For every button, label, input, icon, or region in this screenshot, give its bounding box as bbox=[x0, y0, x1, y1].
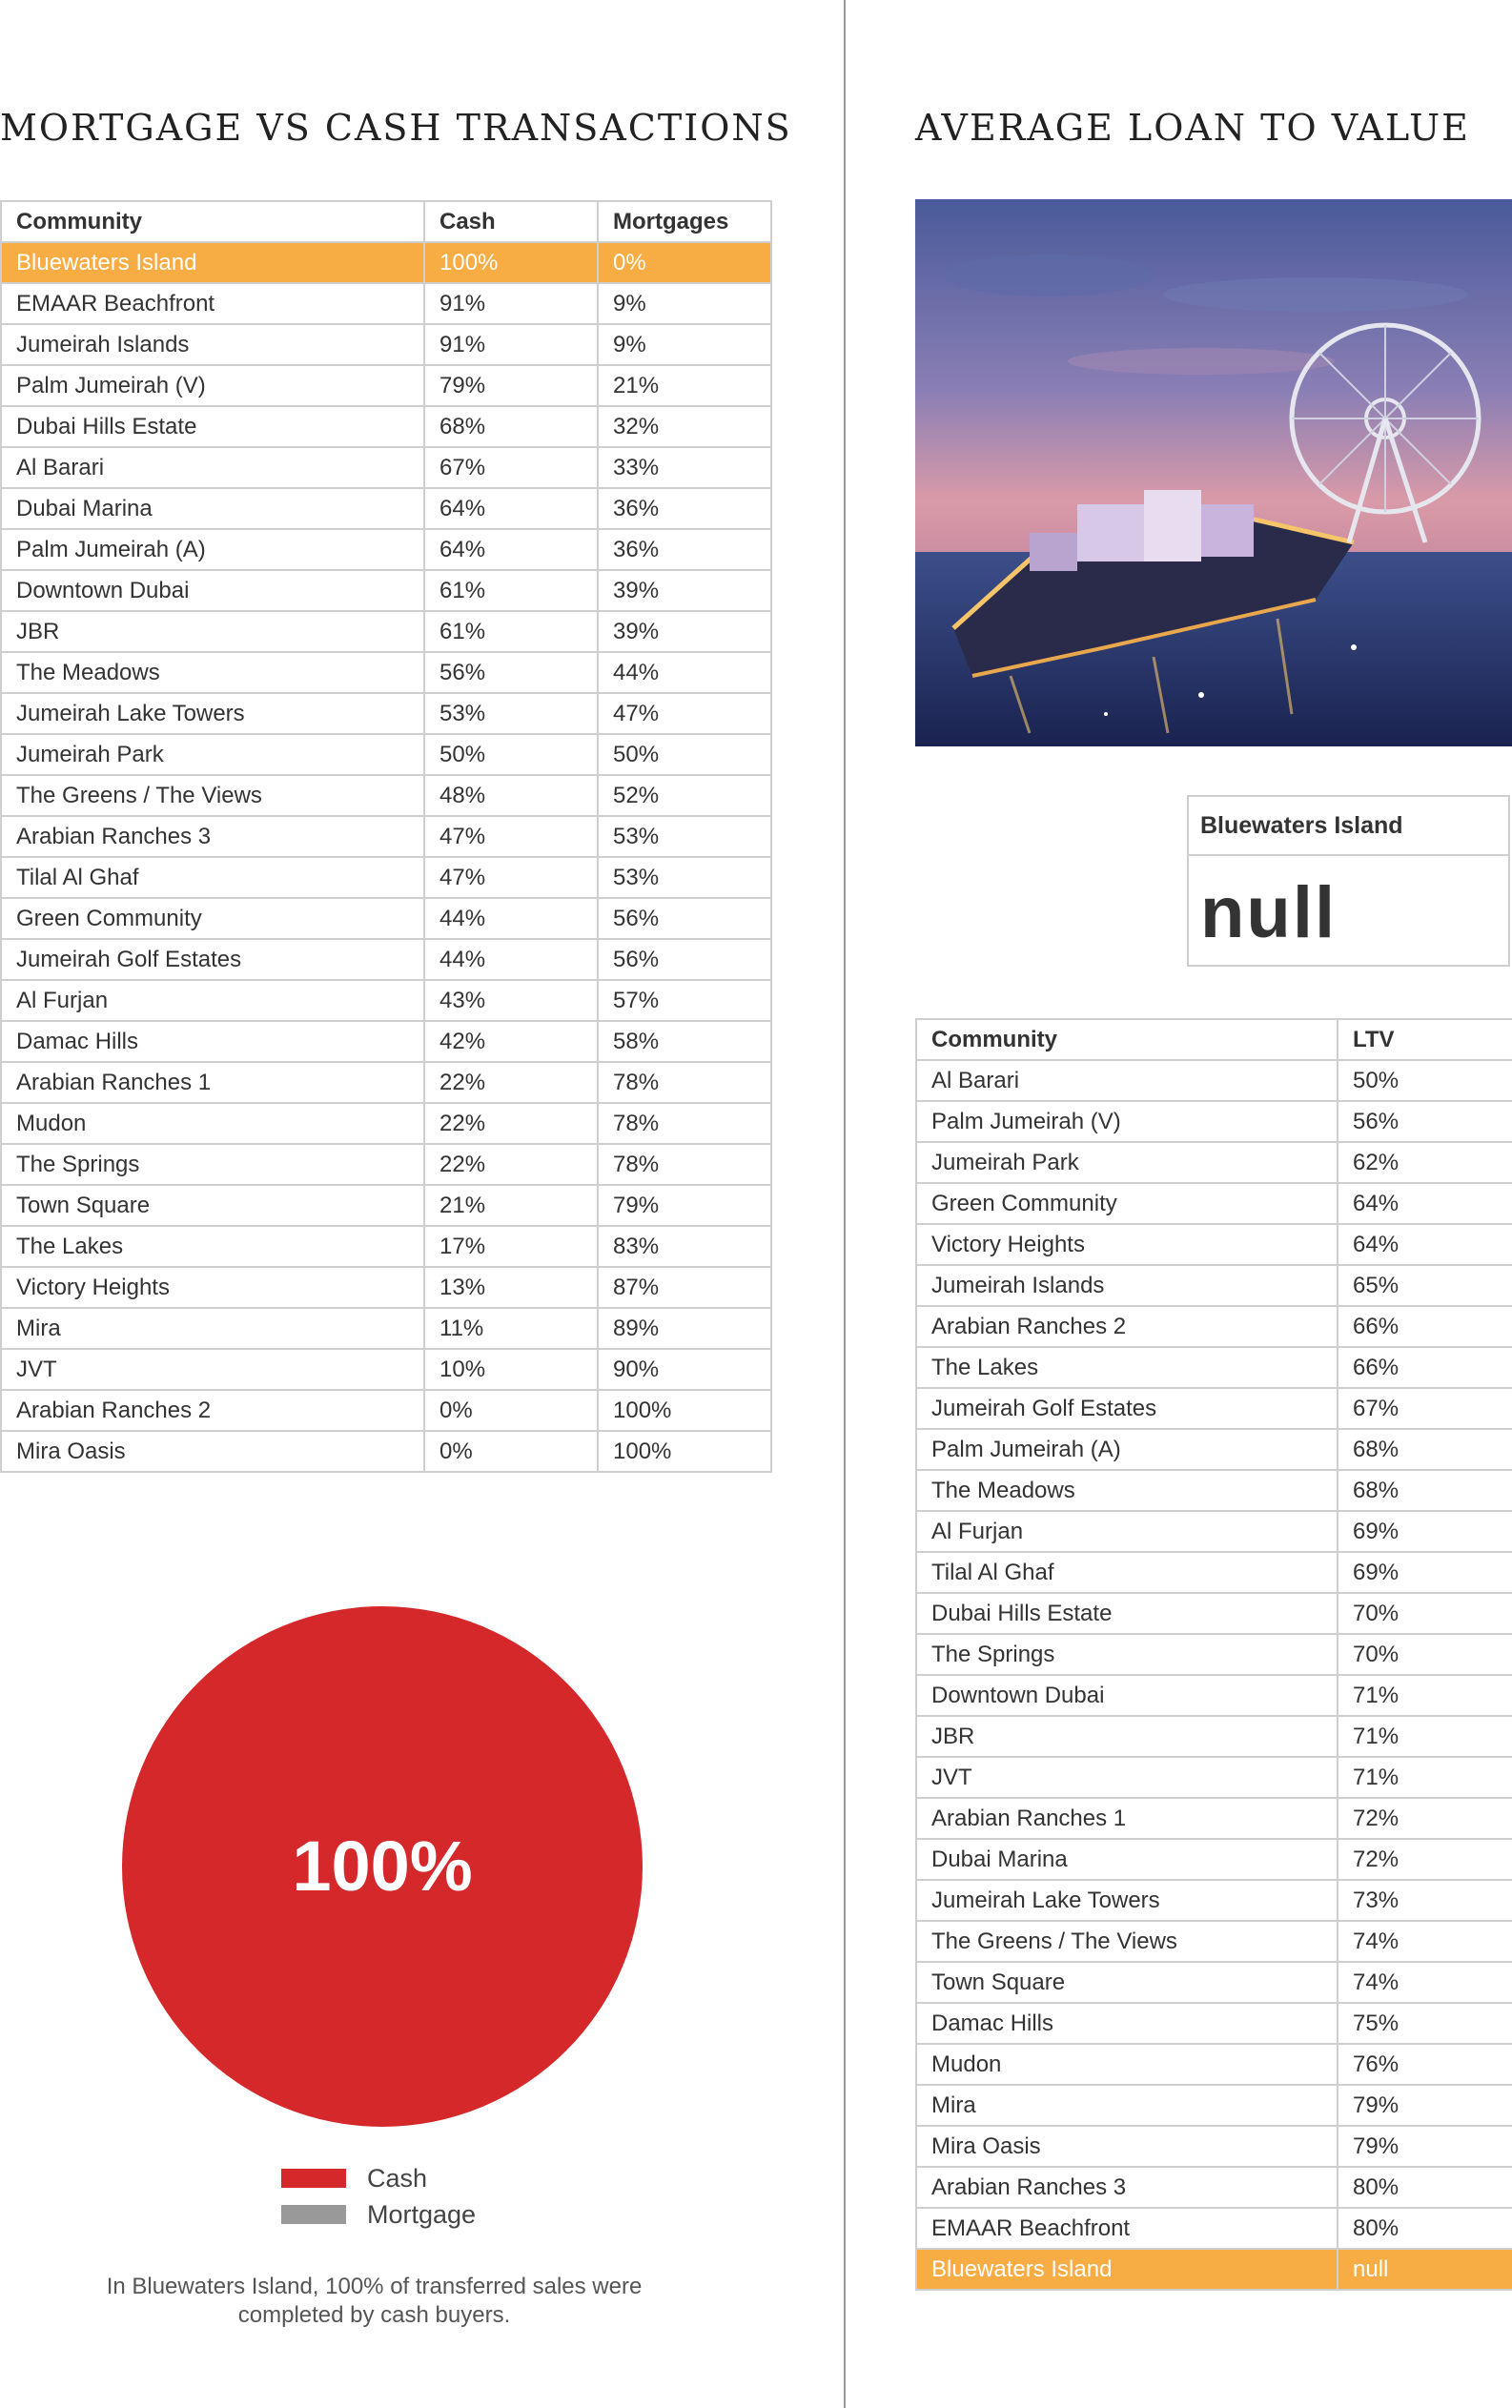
ltv-cell: 72% bbox=[1338, 1839, 1512, 1880]
ltv-row bbox=[916, 1224, 1512, 1265]
mortgage-row bbox=[1, 1185, 771, 1226]
mortgage-cell: 56% bbox=[598, 898, 771, 939]
average-ltv-table bbox=[915, 1018, 1512, 2291]
mortgage-cell: Bluewaters Island bbox=[1, 242, 424, 283]
mortgage-row bbox=[1, 1103, 771, 1144]
mortgage-row bbox=[1, 324, 771, 365]
ltv-cell: The Greens / The Views bbox=[916, 1921, 1338, 1962]
mortgage-cell: 58% bbox=[598, 1021, 771, 1062]
mortgage-cell: 10% bbox=[424, 1349, 598, 1390]
mortgage-row bbox=[1, 939, 771, 980]
mortgage-row bbox=[1, 570, 771, 611]
ltv-row bbox=[916, 1921, 1512, 1962]
mortgage-cell: 13% bbox=[424, 1267, 598, 1308]
ltv-cell: 62% bbox=[1338, 1142, 1512, 1183]
mortgage-cell: Mudon bbox=[1, 1103, 424, 1144]
mortgage-cell: 79% bbox=[424, 365, 598, 406]
ltv-cell: 69% bbox=[1338, 1552, 1512, 1593]
bluewaters-island-photo bbox=[915, 199, 1512, 746]
mortgage-cell: 50% bbox=[598, 734, 771, 775]
mortgage-cell: 83% bbox=[598, 1226, 771, 1267]
ltv-cell: Mudon bbox=[916, 2044, 1338, 2085]
ltv-cell: 76% bbox=[1338, 2044, 1512, 2085]
ltv-row bbox=[916, 1593, 1512, 1634]
ltv-row bbox=[916, 1634, 1512, 1675]
ltv-cell: 68% bbox=[1338, 1429, 1512, 1470]
mortgage-cell: 44% bbox=[598, 652, 771, 693]
mortgage-cell: 33% bbox=[598, 447, 771, 488]
ltv-row bbox=[916, 1757, 1512, 1798]
mortgage-cell: 52% bbox=[598, 775, 771, 816]
ltv-row bbox=[916, 1101, 1512, 1142]
ltv-row bbox=[916, 1962, 1512, 2003]
ltv-row bbox=[916, 2003, 1512, 2044]
ltv-cell: 70% bbox=[1338, 1593, 1512, 1634]
ltv-cell: Mira bbox=[916, 2085, 1338, 2126]
mortgage-cell: 78% bbox=[598, 1144, 771, 1185]
ltv-cell: 69% bbox=[1338, 1511, 1512, 1552]
ltv-cell: 56% bbox=[1338, 1101, 1512, 1142]
mortgage-row bbox=[1, 1431, 771, 1472]
ltv-header-cell: Community bbox=[916, 1019, 1338, 1060]
mortgage-cell: Jumeirah Islands bbox=[1, 324, 424, 365]
mortgage-cell: 56% bbox=[424, 652, 598, 693]
legend-swatch-mortgage bbox=[281, 2205, 346, 2224]
mortgage-vs-cash-title: MORTGAGE VS CASH TRANSACTIONS bbox=[0, 107, 792, 149]
mortgage-cell: 42% bbox=[424, 1021, 598, 1062]
mortgage-cell: Jumeirah Lake Towers bbox=[1, 693, 424, 734]
ltv-cell: Dubai Marina bbox=[916, 1839, 1338, 1880]
mortgage-cell: Dubai Hills Estate bbox=[1, 406, 424, 447]
mortgage-row bbox=[1, 488, 771, 529]
mortgage-cell: Mira bbox=[1, 1308, 424, 1349]
mortgage-cell: 44% bbox=[424, 898, 598, 939]
mortgage-cell: 100% bbox=[424, 242, 598, 283]
ltv-cell: Jumeirah Golf Estates bbox=[916, 1388, 1338, 1429]
ltv-row bbox=[916, 1183, 1512, 1224]
mortgage-cell: 50% bbox=[424, 734, 598, 775]
mortgage-cell: 68% bbox=[424, 406, 598, 447]
caption-line-1: In Bluewaters Island, 100% of transferred sales were bbox=[106, 2274, 643, 2299]
ltv-cell: Al Furjan bbox=[916, 1511, 1338, 1552]
mortgage-cell: 56% bbox=[598, 939, 771, 980]
ltv-cell: 75% bbox=[1338, 2003, 1512, 2044]
mortgage-row bbox=[1, 1144, 771, 1185]
mortgage-row bbox=[1, 652, 771, 693]
mortgage-row bbox=[1, 857, 771, 898]
cash-mortgage-pie-chart bbox=[122, 1606, 643, 2127]
ltv-cell: 64% bbox=[1338, 1183, 1512, 1224]
legend-label-cash: Cash bbox=[367, 2163, 428, 2193]
mortgage-cell: Green Community bbox=[1, 898, 424, 939]
mortgage-cell: 64% bbox=[424, 488, 598, 529]
ltv-row bbox=[916, 1306, 1512, 1347]
ltv-cell: 79% bbox=[1338, 2085, 1512, 2126]
mortgage-cell: 48% bbox=[424, 775, 598, 816]
ltv-cell: 71% bbox=[1338, 1675, 1512, 1716]
selected-community-ltv-card bbox=[1187, 795, 1510, 967]
mortgage-cell: 53% bbox=[598, 857, 771, 898]
mortgage-cell: 100% bbox=[598, 1390, 771, 1431]
ltv-row bbox=[916, 1552, 1512, 1593]
ltv-cell: Al Barari bbox=[916, 1060, 1338, 1101]
ltv-cell: 71% bbox=[1338, 1757, 1512, 1798]
mortgage-row bbox=[1, 447, 771, 488]
ltv-row bbox=[916, 1142, 1512, 1183]
mortgage-cell: Arabian Ranches 1 bbox=[1, 1062, 424, 1103]
ltv-cell: 67% bbox=[1338, 1388, 1512, 1429]
ltv-cell: 72% bbox=[1338, 1798, 1512, 1839]
mortgage-row bbox=[1, 1021, 771, 1062]
selected-community-ltv-value: null bbox=[1200, 872, 1338, 953]
mortgage-cell: 9% bbox=[598, 283, 771, 324]
mortgage-cell: 17% bbox=[424, 1226, 598, 1267]
mortgage-cell: 53% bbox=[424, 693, 598, 734]
mortgage-cell: 32% bbox=[598, 406, 771, 447]
mortgage-cell: Jumeirah Golf Estates bbox=[1, 939, 424, 980]
mortgage-cell: The Springs bbox=[1, 1144, 424, 1185]
ltv-row bbox=[916, 2085, 1512, 2126]
ltv-cell: Palm Jumeirah (V) bbox=[916, 1101, 1338, 1142]
ltv-row bbox=[916, 2167, 1512, 2208]
ltv-cell: Jumeirah Lake Towers bbox=[916, 1880, 1338, 1921]
mortgage-row bbox=[1, 1267, 771, 1308]
mortgage-cell: 39% bbox=[598, 611, 771, 652]
ltv-row bbox=[916, 1839, 1512, 1880]
ltv-cell: The Meadows bbox=[916, 1470, 1338, 1511]
ltv-cell: The Springs bbox=[916, 1634, 1338, 1675]
mortgage-row bbox=[1, 816, 771, 857]
pie-center-label: 100% bbox=[292, 1826, 473, 1906]
ltv-row bbox=[916, 1511, 1512, 1552]
mortgage-cell: 9% bbox=[598, 324, 771, 365]
mortgage-vs-cash-table bbox=[0, 200, 772, 1473]
ltv-row bbox=[916, 1388, 1512, 1429]
mortgage-cell: The Meadows bbox=[1, 652, 424, 693]
mortgage-cell: 78% bbox=[598, 1103, 771, 1144]
mortgage-cell: 0% bbox=[424, 1431, 598, 1472]
ltv-row bbox=[916, 1265, 1512, 1306]
mortgage-row bbox=[1, 1308, 771, 1349]
ltv-cell: Palm Jumeirah (A) bbox=[916, 1429, 1338, 1470]
mortgage-cell: Palm Jumeirah (A) bbox=[1, 529, 424, 570]
mortgage-row bbox=[1, 406, 771, 447]
mortgage-header-cell: Community bbox=[1, 201, 424, 242]
ltv-cell: Arabian Ranches 3 bbox=[916, 2167, 1338, 2208]
ltv-row bbox=[916, 1716, 1512, 1757]
mortgage-cell: 91% bbox=[424, 324, 598, 365]
mortgage-cell: Palm Jumeirah (V) bbox=[1, 365, 424, 406]
mortgage-cell: 36% bbox=[598, 529, 771, 570]
mortgage-cell: 61% bbox=[424, 570, 598, 611]
mortgage-cell: 47% bbox=[598, 693, 771, 734]
ltv-row bbox=[916, 1675, 1512, 1716]
ltv-cell: 68% bbox=[1338, 1470, 1512, 1511]
mortgage-cell: Arabian Ranches 2 bbox=[1, 1390, 424, 1431]
mortgage-cell: 47% bbox=[424, 816, 598, 857]
ltv-row bbox=[916, 2126, 1512, 2167]
ltv-cell: 70% bbox=[1338, 1634, 1512, 1675]
legend-item-mortgage bbox=[281, 2196, 476, 2233]
mortgage-cell: Town Square bbox=[1, 1185, 424, 1226]
ltv-row bbox=[916, 1470, 1512, 1511]
selected-community-label: Bluewaters Island bbox=[1189, 797, 1508, 856]
ltv-cell: Green Community bbox=[916, 1183, 1338, 1224]
mortgage-cell: 22% bbox=[424, 1144, 598, 1185]
ltv-cell: 66% bbox=[1338, 1306, 1512, 1347]
mortgage-cell: 22% bbox=[424, 1103, 598, 1144]
mortgage-cell: JBR bbox=[1, 611, 424, 652]
mortgage-cell: 100% bbox=[598, 1431, 771, 1472]
ltv-header-cell: LTV bbox=[1338, 1019, 1512, 1060]
column-divider bbox=[844, 0, 846, 2408]
ltv-cell: Dubai Hills Estate bbox=[916, 1593, 1338, 1634]
mortgage-cell: 64% bbox=[424, 529, 598, 570]
mortgage-cell: Al Furjan bbox=[1, 980, 424, 1021]
pie-legend bbox=[281, 2160, 476, 2233]
ltv-cell: 65% bbox=[1338, 1265, 1512, 1306]
ltv-row bbox=[916, 2249, 1512, 2290]
ltv-cell: JBR bbox=[916, 1716, 1338, 1757]
mortgage-cell: EMAAR Beachfront bbox=[1, 283, 424, 324]
legend-label-mortgage: Mortgage bbox=[367, 2199, 477, 2229]
ltv-cell: Downtown Dubai bbox=[916, 1675, 1338, 1716]
mortgage-row bbox=[1, 775, 771, 816]
ltv-row bbox=[916, 1880, 1512, 1921]
average-ltv-title: AVERAGE LOAN TO VALUE bbox=[915, 107, 1470, 149]
ltv-row bbox=[916, 1347, 1512, 1388]
mortgage-row bbox=[1, 980, 771, 1021]
ltv-cell: 64% bbox=[1338, 1224, 1512, 1265]
mortgage-row bbox=[1, 898, 771, 939]
mortgage-cell: 57% bbox=[598, 980, 771, 1021]
ltv-cell: 80% bbox=[1338, 2208, 1512, 2249]
mortgage-cell: JVT bbox=[1, 1349, 424, 1390]
mortgage-cell: Damac Hills bbox=[1, 1021, 424, 1062]
ltv-cell: Bluewaters Island bbox=[916, 2249, 1338, 2290]
mortgage-cell: Mira Oasis bbox=[1, 1431, 424, 1472]
mortgage-row bbox=[1, 734, 771, 775]
ltv-cell: 50% bbox=[1338, 1060, 1512, 1101]
ltv-cell: Jumeirah Park bbox=[916, 1142, 1338, 1183]
ltv-cell: Town Square bbox=[916, 1962, 1338, 2003]
mortgage-cell: 47% bbox=[424, 857, 598, 898]
mortgage-cell: 11% bbox=[424, 1308, 598, 1349]
mortgage-row bbox=[1, 529, 771, 570]
mortgage-cell: 39% bbox=[598, 570, 771, 611]
ltv-row bbox=[916, 1798, 1512, 1839]
ltv-cell: 74% bbox=[1338, 1962, 1512, 2003]
mortgage-cell: 43% bbox=[424, 980, 598, 1021]
skyline-illustration bbox=[915, 199, 1512, 746]
mortgage-cell: 22% bbox=[424, 1062, 598, 1103]
mortgage-row bbox=[1, 1390, 771, 1431]
mortgage-cell: Arabian Ranches 3 bbox=[1, 816, 424, 857]
ltv-cell: null bbox=[1338, 2249, 1512, 2290]
ltv-cell: Arabian Ranches 1 bbox=[916, 1798, 1338, 1839]
ltv-cell: Arabian Ranches 2 bbox=[916, 1306, 1338, 1347]
caption-line-2: completed by cash buyers. bbox=[237, 2302, 511, 2328]
mortgage-row bbox=[1, 283, 771, 324]
mortgage-cell: The Greens / The Views bbox=[1, 775, 424, 816]
mortgage-row bbox=[1, 1226, 771, 1267]
mortgage-cell: Jumeirah Park bbox=[1, 734, 424, 775]
ltv-cell: 74% bbox=[1338, 1921, 1512, 1962]
ltv-cell: 79% bbox=[1338, 2126, 1512, 2167]
mortgage-cell: 79% bbox=[598, 1185, 771, 1226]
mortgage-cell: 67% bbox=[424, 447, 598, 488]
mortgage-cell: 21% bbox=[424, 1185, 598, 1226]
ltv-cell: Tilal Al Ghaf bbox=[916, 1552, 1338, 1593]
mortgage-cell: 0% bbox=[598, 242, 771, 283]
ltv-cell: JVT bbox=[916, 1757, 1338, 1798]
ltv-cell: 66% bbox=[1338, 1347, 1512, 1388]
mortgage-cell: 87% bbox=[598, 1267, 771, 1308]
mortgage-cell: 78% bbox=[598, 1062, 771, 1103]
mortgage-cell: Downtown Dubai bbox=[1, 570, 424, 611]
mortgage-cell: Dubai Marina bbox=[1, 488, 424, 529]
mortgage-cell: 89% bbox=[598, 1308, 771, 1349]
pie-caption bbox=[38, 2273, 710, 2330]
mortgage-cell: 90% bbox=[598, 1349, 771, 1390]
mortgage-cell: 0% bbox=[424, 1390, 598, 1431]
legend-item-cash bbox=[281, 2160, 476, 2196]
ltv-cell: EMAAR Beachfront bbox=[916, 2208, 1338, 2249]
mortgage-row bbox=[1, 693, 771, 734]
mortgage-row bbox=[1, 611, 771, 652]
mortgage-row bbox=[1, 365, 771, 406]
mortgage-cell: 61% bbox=[424, 611, 598, 652]
ltv-row bbox=[916, 1429, 1512, 1470]
mortgage-cell: 21% bbox=[598, 365, 771, 406]
ltv-cell: Victory Heights bbox=[916, 1224, 1338, 1265]
mortgage-cell: Victory Heights bbox=[1, 1267, 424, 1308]
legend-swatch-cash bbox=[281, 2169, 346, 2188]
mortgage-header-cell: Mortgages bbox=[598, 201, 771, 242]
ltv-cell: Mira Oasis bbox=[916, 2126, 1338, 2167]
ltv-cell: 73% bbox=[1338, 1880, 1512, 1921]
ltv-cell: Jumeirah Islands bbox=[916, 1265, 1338, 1306]
mortgage-row bbox=[1, 1349, 771, 1390]
mortgage-row bbox=[1, 242, 771, 283]
mortgage-cell: 44% bbox=[424, 939, 598, 980]
ltv-row bbox=[916, 2208, 1512, 2249]
mortgage-cell: 91% bbox=[424, 283, 598, 324]
ltv-cell: 71% bbox=[1338, 1716, 1512, 1757]
mortgage-cell: Al Barari bbox=[1, 447, 424, 488]
ltv-cell: The Lakes bbox=[916, 1347, 1338, 1388]
ltv-row bbox=[916, 2044, 1512, 2085]
mortgage-header-cell: Cash bbox=[424, 201, 598, 242]
mortgage-cell: The Lakes bbox=[1, 1226, 424, 1267]
mortgage-row bbox=[1, 1062, 771, 1103]
mortgage-cell: 36% bbox=[598, 488, 771, 529]
mortgage-cell: 53% bbox=[598, 816, 771, 857]
ltv-cell: Damac Hills bbox=[916, 2003, 1338, 2044]
ltv-cell: 80% bbox=[1338, 2167, 1512, 2208]
mortgage-cell: Tilal Al Ghaf bbox=[1, 857, 424, 898]
ltv-row bbox=[916, 1060, 1512, 1101]
